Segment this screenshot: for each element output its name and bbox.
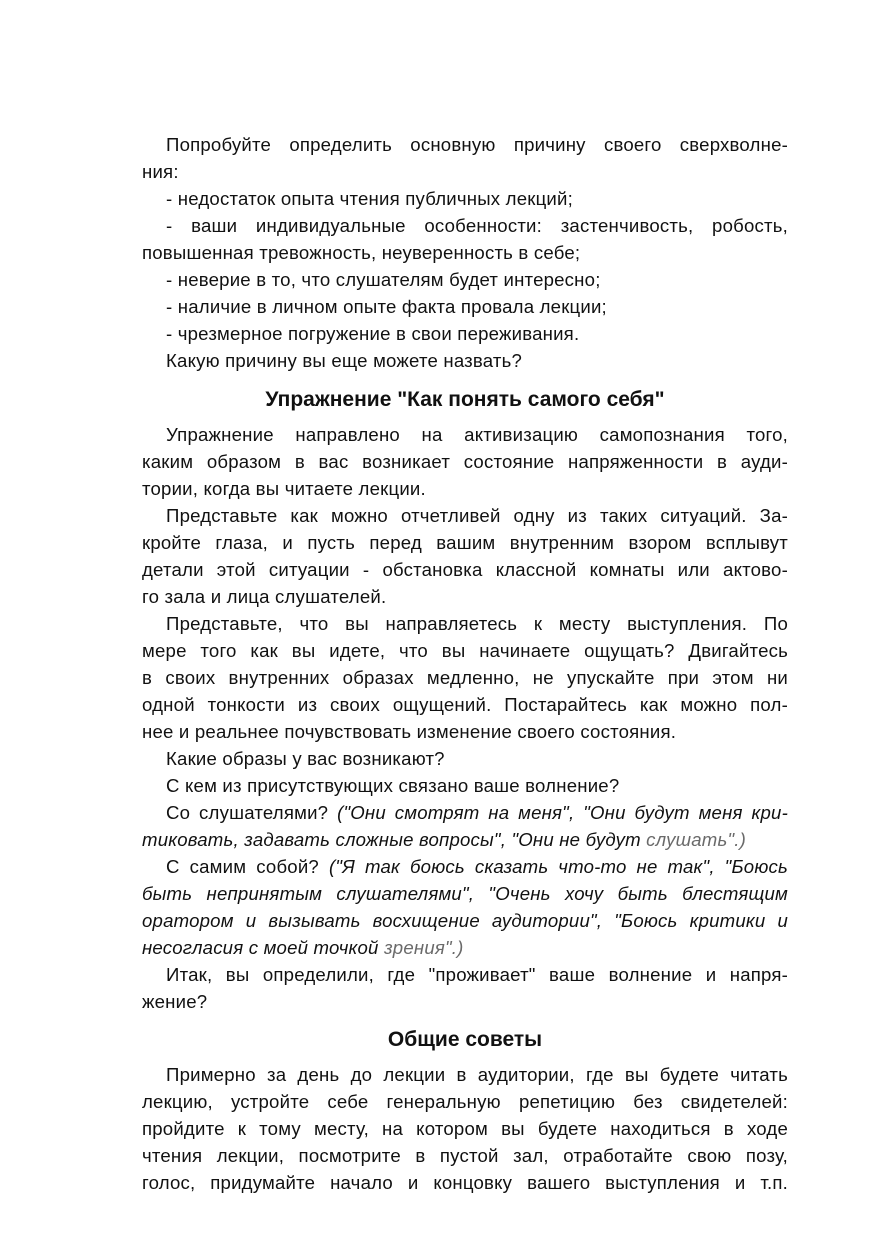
intro-section [142, 131, 788, 374]
question-lead: С самим собой? [166, 856, 329, 877]
intro-line: Попробуйте определить основную причину своего сверхволне- [166, 134, 788, 155]
document-page [142, 131, 788, 1196]
advice-paragraph-line: пройдите к тому месту, на котором вы будете находиться в ходе [142, 1118, 788, 1139]
advice-heading: Общие советы [387, 1028, 543, 1051]
intro-list-item: - чрезмерное погружение в свои переживания. [166, 323, 580, 344]
exercise-paragraph-line: в своих внутренних образах медленно, не упускайте при этом ни [142, 667, 788, 688]
advice-paragraph-line: Примерно за день до лекции в аудитории, где вы будете читать [166, 1064, 788, 1085]
exercise-paragraph-line: одной тонкости из своих ощущений. Постарайтесь как можно пол- [142, 694, 788, 715]
exercise-question: Какие образы у вас возникают? [166, 748, 445, 769]
exercise-question: С кем из присутствующих связано ваше волнение? [166, 775, 620, 796]
quote-line: быть непринятым слушателями", "Очень хочу быть блестящим [142, 883, 788, 904]
intro-question: Какую причину вы еще можете назвать? [166, 350, 523, 371]
advice-paragraph-line: голос, придумайте начало и концовку вашего выступления и т.п. [142, 1172, 788, 1193]
exercise-paragraph-line: жение? [142, 991, 208, 1012]
exercise-paragraph-line: Упражнение направлено на активизацию самопознания того, [166, 424, 788, 445]
exercise-paragraph-line: Представьте как можно отчетливей одну из таких ситуаций. За- [166, 505, 788, 526]
exercise-paragraph-line: Итак, вы определили, где "проживает" ваше волнение и напря- [166, 964, 788, 985]
exercise-section [142, 421, 788, 1015]
intro-list-item: - наличие в личном опыте факта провала лекции; [166, 296, 607, 317]
quote-line [142, 826, 788, 853]
question-lead: Со слушателями? [166, 802, 338, 823]
quote-line: оратором и вызывать восхищение аудитории", "Боюсь критики и [142, 910, 788, 931]
intro-list-item-continued: повышенная тревожность, неуверенность в себе; [142, 242, 581, 263]
exercise-paragraph-line: Представьте, что вы направляетесь к месту выступления. По [166, 613, 788, 634]
intro-list-item: - ваши индивидуальные особенности: застенчивость, робость, [166, 215, 788, 236]
exercise-paragraph-line: кройте глаза, и пусть перед вашим внутренним взором всплывут [142, 532, 788, 553]
quote-line [142, 934, 788, 961]
exercise-paragraph-line: тории, когда вы читаете лекции. [142, 478, 426, 499]
intro-list-item: - недостаток опыта чтения публичных лекций; [166, 188, 573, 209]
exercise-heading: Упражнение "Как понять самого себя" [265, 388, 665, 411]
exercise-paragraph-line: го зала и лица слушателей. [142, 586, 387, 607]
quote-text-faded: зрения".) [383, 937, 464, 958]
intro-list-item: - неверие в то, что слушателям будет интересно; [166, 269, 601, 290]
advice-paragraph-line: чтения лекции, посмотрите в пустой зал, отработайте свою позу, [142, 1145, 788, 1166]
exercise-paragraph-line: мере того как вы идете, что вы начинаете ощущать? Двигайтесь [142, 640, 788, 661]
exercise-paragraph-line: каким образом в вас возникает состояние напряженности в ауди- [142, 451, 788, 472]
quote-text: ("Я так боюсь сказать что-то не так", "Боюсь [328, 856, 788, 877]
exercise-paragraph-line: нее и реальнее почувствовать изменение своего состояния. [142, 721, 677, 742]
intro-line: ния: [142, 161, 179, 182]
exercise-paragraph-line: детали этой ситуации - обстановка классной комнаты или актово- [142, 559, 788, 580]
exercise-question-with-quotes [142, 799, 788, 826]
advice-paragraph-line: лекцию, устройте себе генеральную репетицию без свидетелей: [142, 1091, 788, 1112]
quote-text: ("Они смотрят на меня", "Они будут меня кри- [337, 802, 788, 823]
quote-text: тиковать, задавать сложные вопросы", "Они не будут [142, 829, 647, 850]
exercise-question-with-quotes [142, 853, 788, 880]
quote-text: несогласия с моей точкой [142, 937, 384, 958]
quote-text-faded: слушать".) [646, 829, 747, 850]
advice-section [142, 1061, 788, 1196]
